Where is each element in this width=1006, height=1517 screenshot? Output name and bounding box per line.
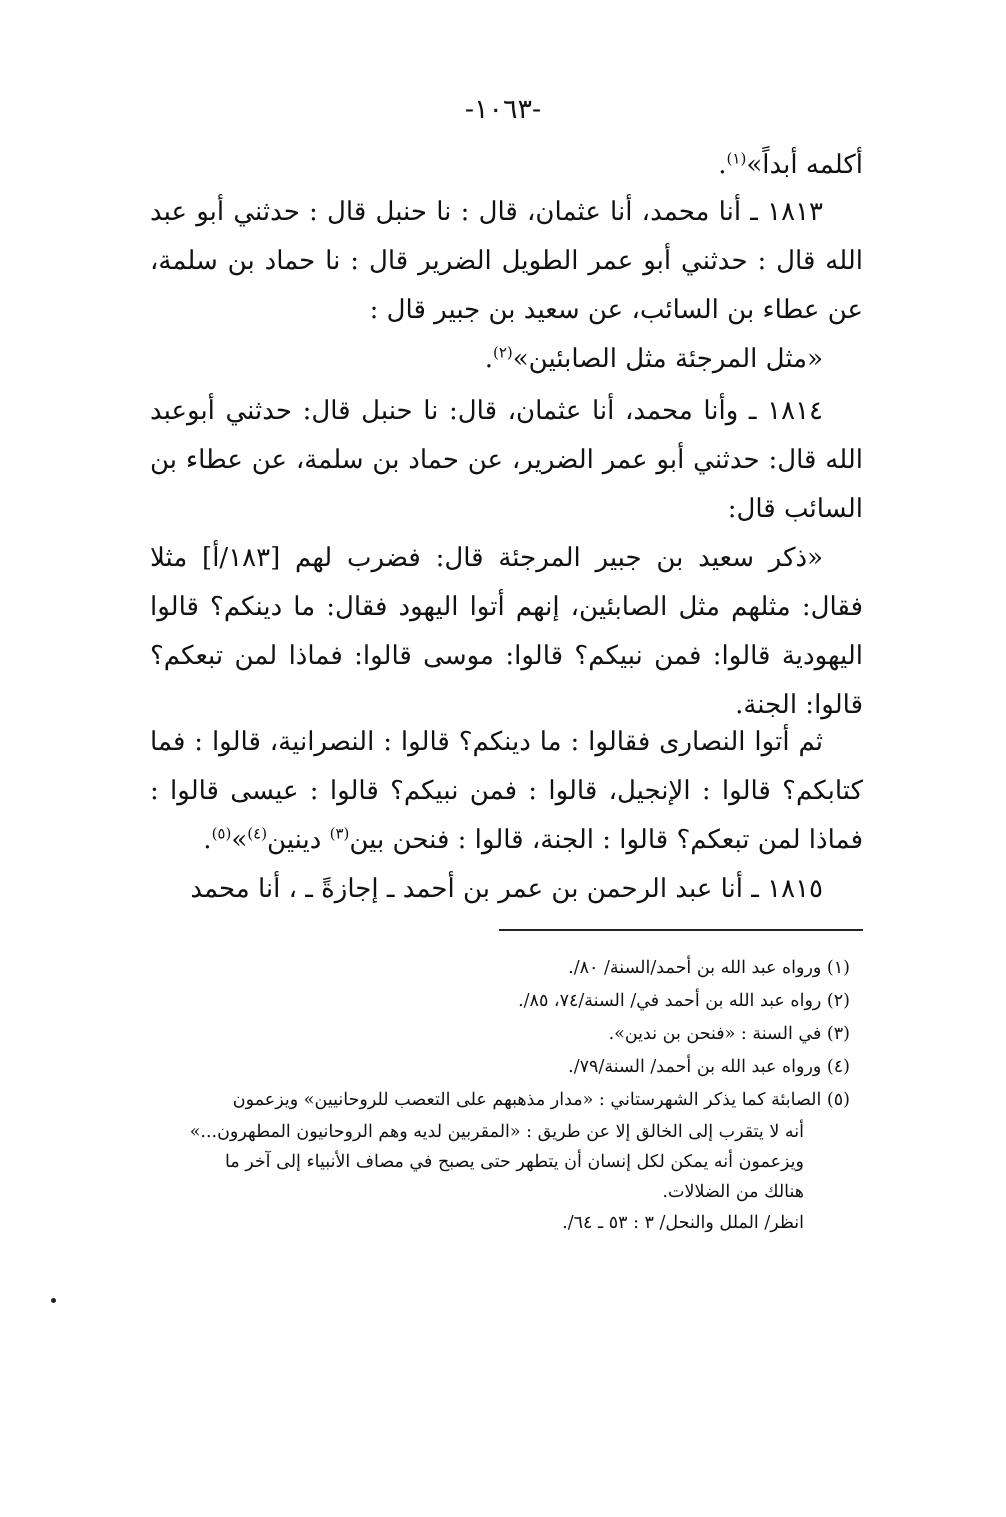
footnotes (150, 952, 850, 1240)
footnote-marker: (٣) (329, 824, 350, 843)
footnote-marker: (٥) (211, 824, 232, 843)
paragraph-fragment: . (203, 825, 212, 855)
footnote-5-line: هنالك من الضلالات. (662, 1182, 804, 1202)
paragraph-fragment: دينين (267, 825, 330, 855)
footnote-divider (499, 929, 863, 931)
paragraph-text (150, 718, 863, 865)
footnote-4: (٤) ورواه عبد الله بن أحمد/ السنة/٧٩/. (568, 1057, 850, 1077)
footnote-5-reference: انظر/ الملل والنحل/ ٣ : ٥٣ ـ ٦٤/. (562, 1213, 804, 1233)
footnote-5-line: ويزعمون أنه يمكن لكل إنسان أن يتطهر حتى يصبح في مصاف الأنبياء إلى آخر ما (224, 1152, 804, 1172)
footnote-marker: (٤) (247, 824, 268, 843)
footnote-2: (٢) رواه عبد الله بن أحمد في/ السنة/٧٤، ٨٥/. (518, 991, 850, 1011)
paragraph-continuation (150, 140, 863, 190)
page-number: -١٠٦٣- (464, 94, 542, 125)
paragraph-text: ١٨١٣ ـ أنا محمد، أنا عثمان، قال : نا حنبل قال : حدثني أبو عبد الله قال : حدثني أبو عمر الطويل الضرير قال : نا حماد بن سلمة، عن عطاء بن السائب، عن سعيد بن جبير قال : (150, 197, 863, 325)
paragraph-fragment: . (718, 150, 727, 180)
footnote-marker: (٢) (492, 343, 513, 362)
footnote-5-line: أنه لا يتقرب إلى الخالق إلا عن طريق : «المقربين لديه وهم الروحانيون المطهرون...» (189, 1122, 804, 1142)
paragraph-quote-christians (150, 718, 863, 865)
paragraph-text: ١٨١٥ ـ أنا عبد الرحمن بن عمر بن أحمد ـ إجازةً ـ ، أنا محمد (190, 874, 823, 904)
paragraph-fragment: . (484, 344, 493, 374)
paragraph-fragment: أكلمه أبداً» (746, 150, 863, 180)
paragraph-text (150, 140, 863, 190)
paragraph-fragment: » (231, 825, 248, 855)
footnote-5: (٥) الصابئة كما يذكر الشهرستاني : «مدار مذهبهم على التعصب للروحانيين» ويزعمون (232, 1090, 850, 1110)
paragraph-1815 (150, 865, 863, 914)
quote-text (150, 335, 863, 384)
paragraph-fragment: «مثل المرجئة مثل الصابئين» (512, 344, 823, 374)
paragraph-1814 (150, 387, 863, 534)
footnote-3: (٣) في السنة : «فنحن بن ندين». (608, 1024, 850, 1044)
paragraph-quote-jews (150, 534, 863, 730)
scan-speck (51, 1298, 56, 1303)
paragraph-fragment: ثم أتوا النصارى فقالوا : ما دينكم؟ قالوا : النصرانية، قالوا : فما كتابكم؟ قالوا : الإنجيل، قالوا : فمن نبيكم؟ قالوا : عيسى قالوا : فماذا لمن تبعكم؟ قالوا : الجنة، قالوا : فنحن بين (150, 727, 863, 855)
footnote-1: (١) ورواه عبد الله بن أحمد/السنة/ ٨٠/. (568, 958, 850, 978)
paragraph-text: «ذكر سعيد بن جبير المرجئة قال: فضرب لهم [١٨٣/أ] مثلا فقال: مثلهم مثل الصابئين، إنهم أتوا اليهود فقال: ما دينكم؟ قالوا اليهودية قالوا: فمن نبيكم؟ قالوا: موسى قالوا: فماذا لمن تبعكم؟ قالوا: الجنة. (150, 543, 863, 720)
paragraph-text: ١٨١٤ ـ وأنا محمد، أنا عثمان، قال: نا حنبل قال: حدثني أبوعبد الله قال: حدثني أبو عمر الضرير، عن حماد بن سلمة، عن عطاء بن السائب قال: (150, 396, 863, 524)
paragraph-1813 (150, 188, 863, 384)
footnote-marker: (١) (726, 149, 747, 168)
